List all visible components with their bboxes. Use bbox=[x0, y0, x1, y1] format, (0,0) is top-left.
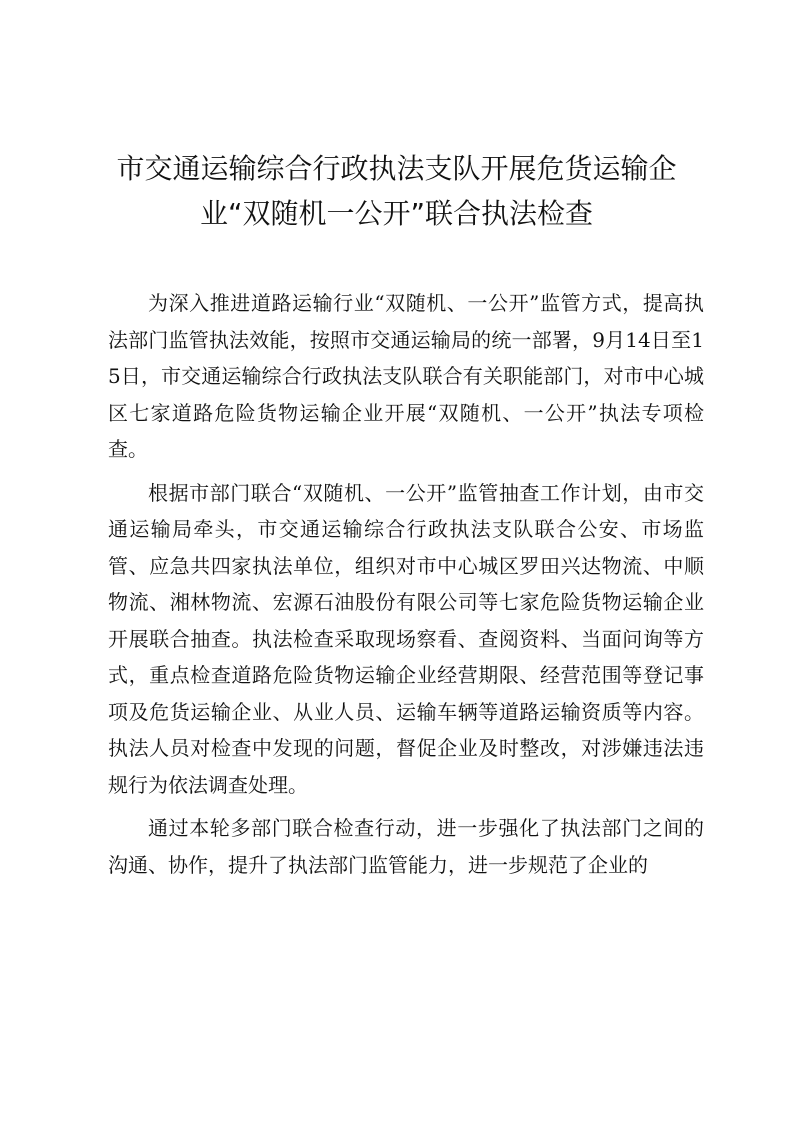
document-title bbox=[100, 146, 693, 236]
document-body bbox=[108, 285, 704, 890]
paragraph-3: 通过本轮多部门联合检查行动，进一步强化了执法部门之间的沟通、协作，提升了执法部门监管能力，进一步规范了企业的 bbox=[108, 816, 704, 877]
paragraph-2: 根据市部门联合“双随机、一公开”监管抽查工作计划，由市交通运输局牵头，市交通运输综合行政执法支队联合公安、市场监管、应急共四家执法单位，组织对市中心城区罗田兴达物流、中顺物流、湘林物流、宏源石油股份有限公司等七家危险货物运输企业开展联合抽查。执法检查采取现场察看、查阅资料、当面问询等方式，重点检查道路危险货物运输企业经营期限、经营范围等登记事项及危货运输企业、从业人员、运输车辆等道路运输资质等内容。执法人员对检查中发现的问题，督促企业及时整改，对涉嫌违法违规行为依法调查处理。 bbox=[108, 480, 704, 797]
paragraph-1: 为深入推进道路运输行业“双随机、一公开”监管方式，提高执法部门监管执法效能，按照市交通运输局的统一部署，9月14日至15日，市交通运输综合行政执法支队联合有关职能部门，对市中心城区七家道路危险货物运输企业开展“双随机、一公开”执法专项检查。 bbox=[108, 291, 704, 461]
title-line-2: 业“双随机一公开”联合执法检查 bbox=[199, 197, 593, 230]
title-line-1: 市交通运输综合行政执法支队开展危货运输企 bbox=[116, 152, 677, 185]
